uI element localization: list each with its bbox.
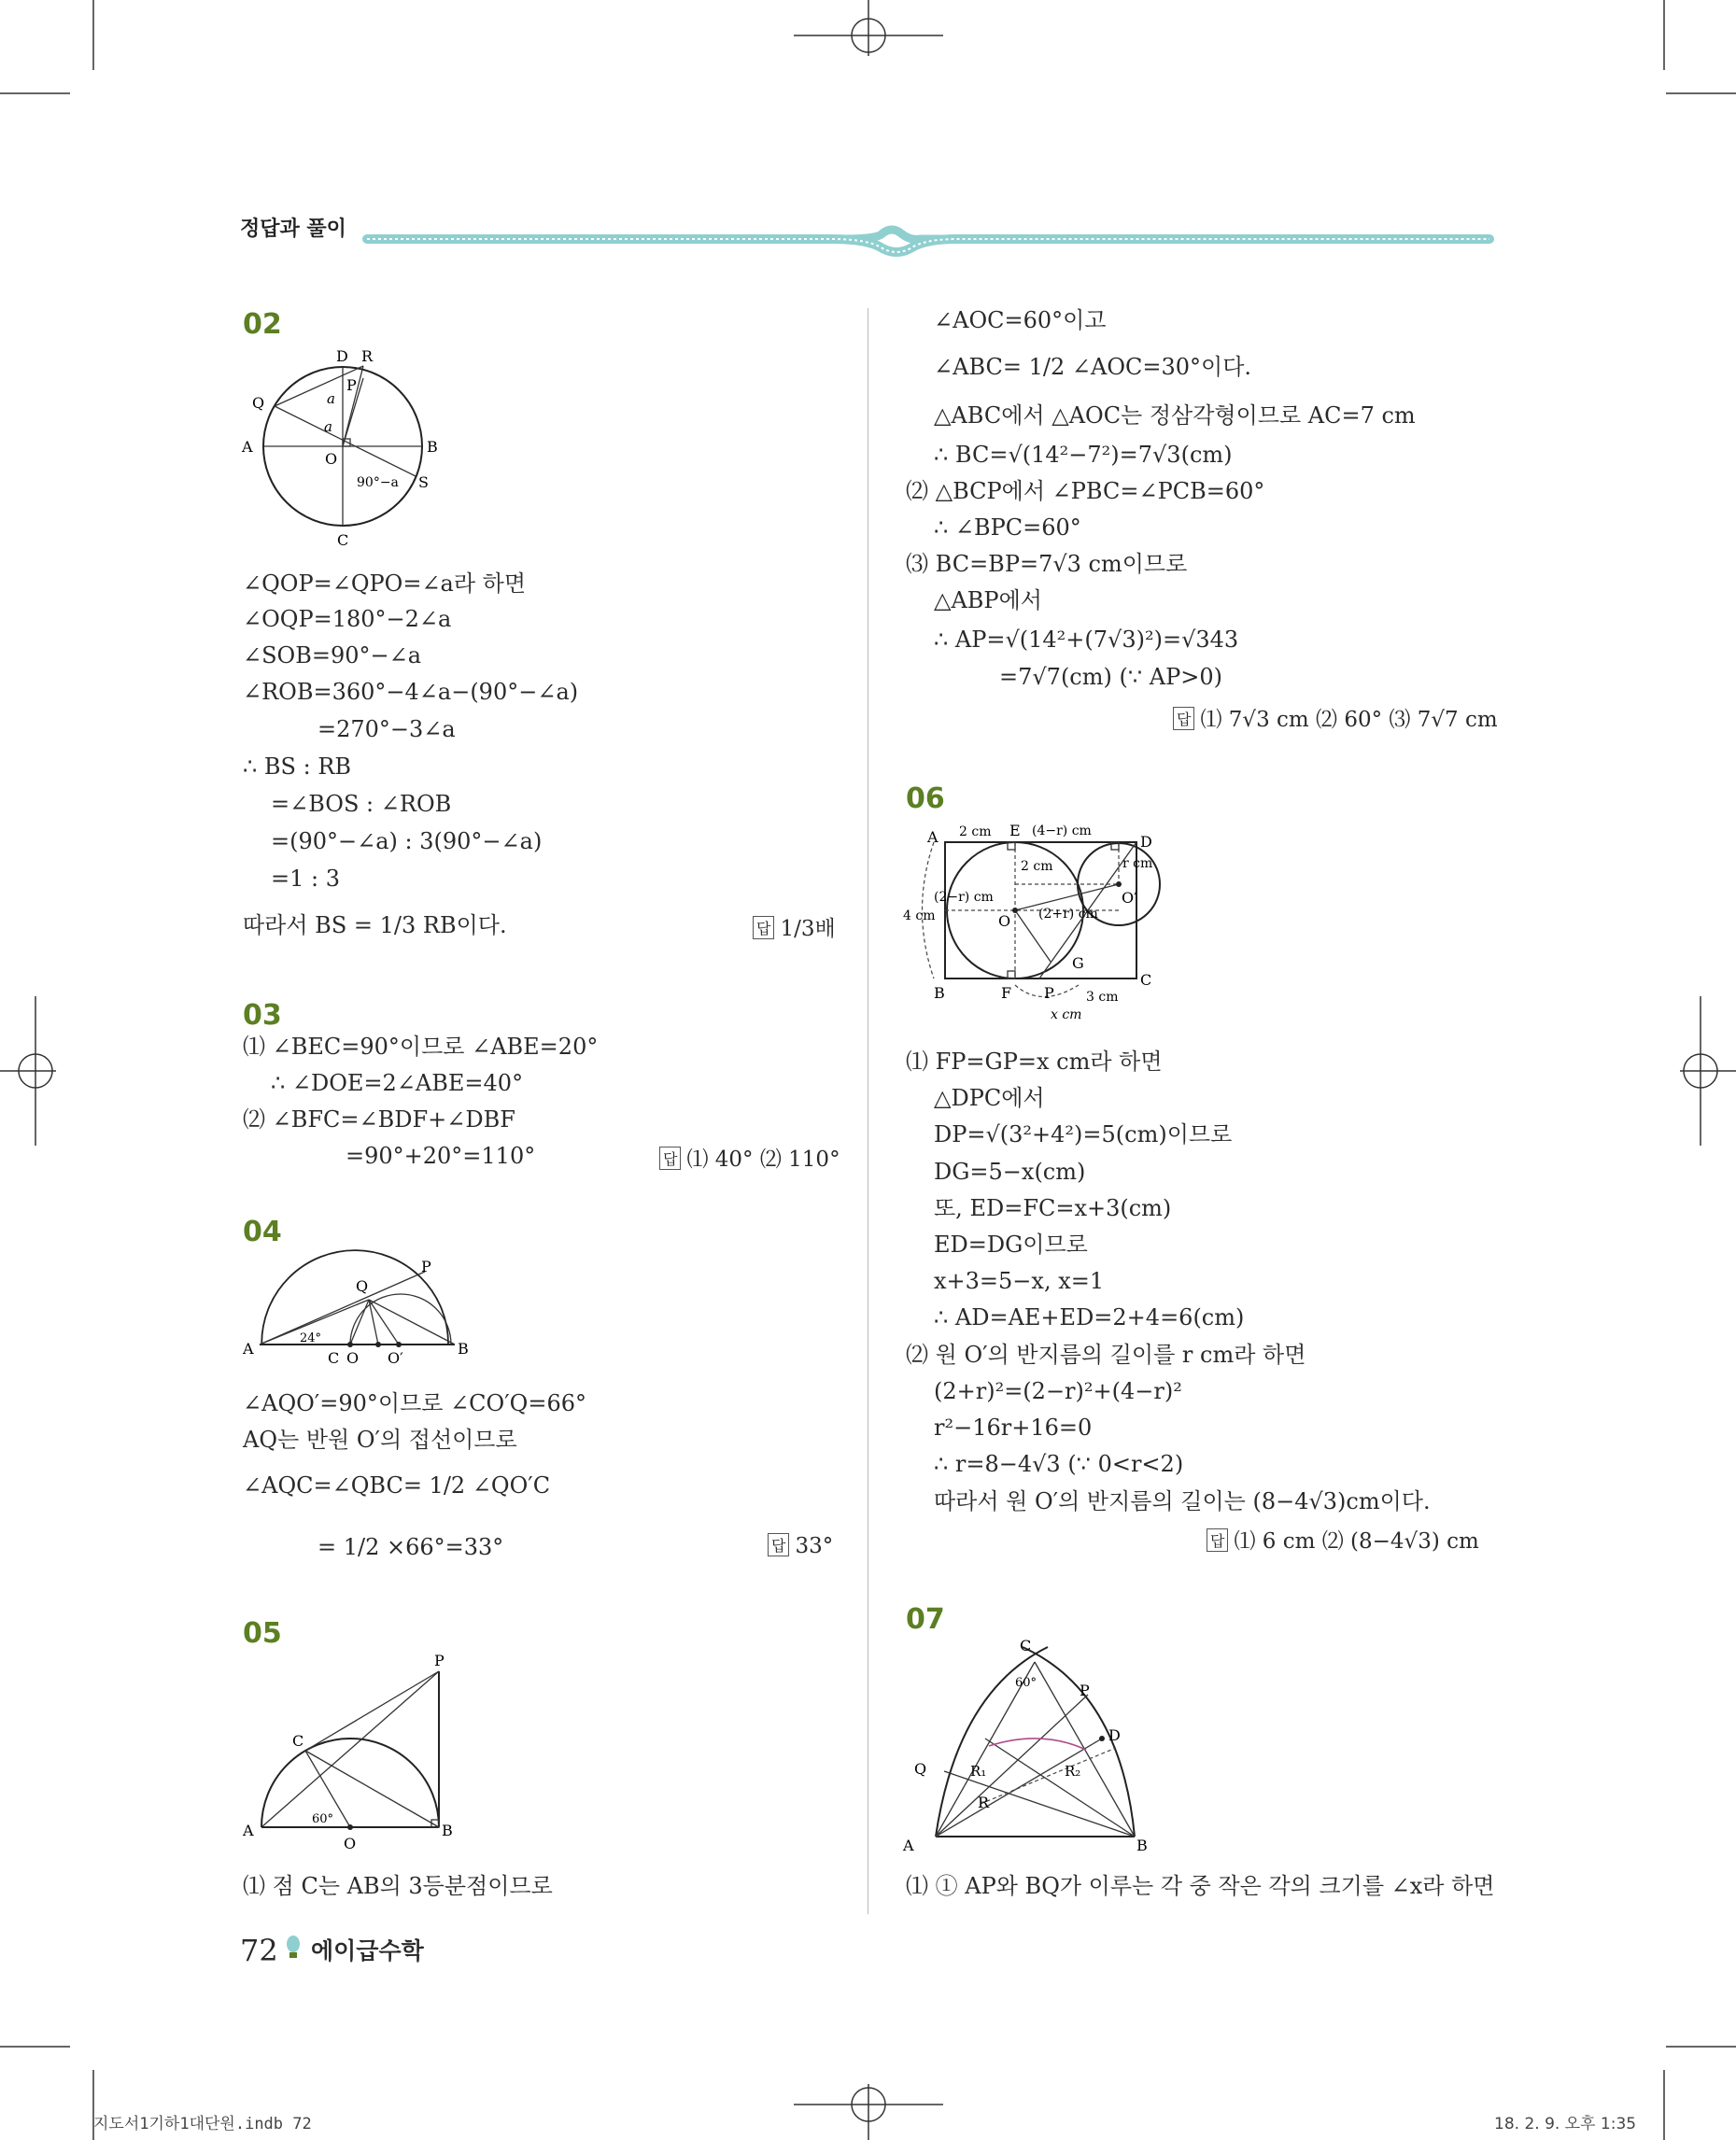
solution-line: =1 : 3 <box>271 866 340 892</box>
q04-semicircle-figure <box>238 1251 472 1367</box>
fig-label: O <box>998 912 1011 930</box>
fig-label: G <box>1072 954 1084 972</box>
fig-label: O′ <box>1122 889 1137 907</box>
solution-line: 또, ED=FC=x+3(cm) <box>934 1195 1172 1221</box>
fig-label: B <box>458 1340 469 1358</box>
q02-circle-figure <box>238 341 453 551</box>
fig-label: 2 cm <box>1021 859 1053 874</box>
fig-label: P <box>421 1258 431 1275</box>
solution-line: ∴ AP=√(14²+(7√3)²)=√343 <box>934 627 1239 653</box>
fig-label: 24° <box>300 1331 322 1345</box>
solution-line: ED=DG이므로 <box>934 1232 1088 1258</box>
answer <box>768 1533 833 1558</box>
fig-label: 3 cm <box>1086 990 1119 1005</box>
page-number: 72 <box>240 1933 278 1968</box>
fig-label: Q <box>914 1760 927 1778</box>
question-number: 03 <box>243 999 282 1032</box>
fig-label: O <box>346 1349 360 1367</box>
solution-line: △ABC에서 △AOC는 정삼각형이므로 AC=7 cm <box>934 402 1416 429</box>
fig-label: (4−r) cm <box>1032 824 1092 838</box>
question-number: 05 <box>243 1617 282 1650</box>
solution-line: ∴ ∠DOE=2∠ABE=40° <box>271 1070 524 1096</box>
fig-label: 4 cm <box>903 908 936 923</box>
book-title: 에이급수학 <box>311 1937 424 1964</box>
fig-label: D <box>336 347 348 365</box>
answer <box>753 911 836 942</box>
fig-label: A <box>903 1837 914 1854</box>
solution-line: ⑵ 원 O′의 반지름의 길이를 r cm라 하면 <box>906 1342 1306 1368</box>
fig-label: B <box>934 984 945 1002</box>
fig-label: P <box>1080 1682 1090 1699</box>
answer-text: ⑴ 40° ⑵ 110° <box>686 1147 840 1172</box>
solution-line: ⑴ 점 C는 AB의 3등분점이므로 <box>243 1873 553 1899</box>
solution-line: ∴ AD=AE+ED=2+4=6(cm) <box>934 1304 1245 1330</box>
solution-line: ∠QOP=∠QPO=∠a라 하면 <box>243 570 527 597</box>
q07-figure <box>901 1636 1163 1854</box>
solution-line: ∠AQO′=90°이므로 ∠CO′Q=66° <box>243 1390 586 1416</box>
fig-label: R₂ <box>1065 1763 1081 1780</box>
solution-line: ⑴ ① AP와 BQ가 이루는 각 중 작은 각의 크기를 ∠x라 하면 <box>906 1873 1495 1899</box>
fig-label: F <box>1001 984 1012 1002</box>
fig-label: C <box>1020 1637 1032 1654</box>
fig-label: B <box>442 1822 453 1839</box>
solution-line: ∠AOC=60°이고 <box>934 307 1107 333</box>
solution-line: 따라서 원 O′의 반지름의 길이는 (8−4√3)cm이다. <box>934 1488 1431 1514</box>
solution-line: ⑵ △BCP에서 ∠PBC=∠PCB=60° <box>906 478 1265 504</box>
fig-label: S <box>418 473 429 491</box>
q05-figure <box>238 1652 472 1852</box>
question-number: 02 <box>243 308 282 341</box>
solution-line: △ABP에서 <box>934 587 1042 613</box>
solution-line: ∠OQP=180°−2∠a <box>243 606 452 632</box>
fig-label: P <box>346 376 357 394</box>
solution-line: r²−16r+16=0 <box>934 1415 1093 1441</box>
fig-label: 2 cm <box>959 824 992 839</box>
fig-label: D <box>1140 833 1152 851</box>
solution-line: ∴ ∠BPC=60° <box>934 514 1081 541</box>
fig-label: O <box>325 450 338 468</box>
fig-label: (2−r) cm <box>934 890 994 905</box>
solution-line: =∠BOS : ∠ROB <box>271 791 452 817</box>
fig-label: B <box>427 438 438 456</box>
fig-label: C <box>1140 971 1152 989</box>
fig-label: B <box>1136 1837 1148 1854</box>
page-header-title: 정답과 풀이 <box>240 218 346 241</box>
question-number: 07 <box>906 1603 945 1636</box>
fig-label: C <box>292 1732 304 1750</box>
answer-badge: 답 <box>1173 707 1194 730</box>
fig-label: r cm <box>1122 856 1153 871</box>
answer-badge: 답 <box>1207 1528 1228 1552</box>
footer-file-info: 지도서1기하1대단원.indb 72 <box>93 2115 312 2133</box>
answer-badge: 답 <box>753 916 774 939</box>
solution-line: 따라서 BS = 1/3 RB이다. <box>243 912 507 938</box>
fig-label: P <box>1044 984 1054 1002</box>
fig-label: E <box>1009 822 1021 839</box>
solution-line: ⑴ ∠BEC=90°이므로 ∠ABE=20° <box>243 1034 599 1060</box>
fig-label: (2+r) cm <box>1038 907 1098 922</box>
fig-label: A <box>927 828 939 846</box>
fig-label: R <box>361 347 374 365</box>
solution-line: ∠AQC=∠QBC= 1/2 ∠QO′C <box>243 1472 551 1499</box>
answer-badge: 답 <box>659 1147 681 1170</box>
solution-line: =(90°−∠a) : 3(90°−∠a) <box>271 828 543 854</box>
bulb-icon <box>285 1935 302 1963</box>
solution-line: =7√7(cm) (∵ AP>0) <box>999 664 1222 690</box>
fig-label: Q <box>356 1277 369 1295</box>
solution-line: ⑴ FP=GP=x cm라 하면 <box>906 1049 1163 1075</box>
solution-line: x+3=5−x, x=1 <box>934 1268 1105 1294</box>
fig-label: a <box>327 390 335 407</box>
fig-label: A <box>242 438 253 456</box>
fig-label: C <box>328 1349 340 1367</box>
fig-label: P <box>434 1652 445 1669</box>
fig-label: 60° <box>312 1812 334 1826</box>
fig-label: x cm <box>1051 1007 1082 1022</box>
solution-line: AQ는 반원 O′의 접선이므로 <box>243 1427 517 1453</box>
fig-label: O <box>344 1835 357 1852</box>
solution-line: ⑶ BC=BP=7√3 cm이므로 <box>906 551 1188 577</box>
solution-line: ∠SOB=90°−∠a <box>243 642 422 669</box>
fig-label: R₁ <box>970 1763 987 1780</box>
answer-text: 1/3배 <box>780 917 836 941</box>
answer <box>659 1142 840 1173</box>
solution-line: DP=√(3²+4²)=5(cm)이므로 <box>934 1121 1233 1147</box>
solution-line: ∠ABC= 1/2 ∠AOC=30°이다. <box>934 354 1252 380</box>
solution-line: ⑵ ∠BFC=∠BDF+∠DBF <box>243 1106 515 1133</box>
fig-label: O′ <box>388 1349 403 1367</box>
solution-line: ∠ROB=360°−4∠a−(90°−∠a) <box>243 679 579 705</box>
fig-label: A <box>243 1340 254 1358</box>
answer-text: ⑴ 6 cm ⑵ (8−4√3) cm <box>1234 1529 1479 1554</box>
question-number: 06 <box>906 782 945 815</box>
solution-line: △DPC에서 <box>934 1085 1045 1111</box>
solution-line: (2+r)²=(2−r)²+(4−r)² <box>934 1378 1182 1404</box>
answer <box>1207 1524 1479 1555</box>
answer-text: 33° <box>795 1534 834 1558</box>
fig-label: Q <box>252 394 265 412</box>
answer-text: ⑴ 7√3 cm ⑵ 60° ⑶ 7√7 cm <box>1200 708 1498 732</box>
solution-line: ∴ BS : RB <box>243 753 352 780</box>
answer <box>1173 702 1498 733</box>
header-decoration <box>360 215 1499 261</box>
fig-label: R <box>978 1794 990 1811</box>
fig-label: D <box>1108 1726 1121 1744</box>
fig-label: C <box>337 531 349 549</box>
solution-line: DG=5−x(cm) <box>934 1159 1086 1185</box>
fig-label: 90°−a <box>357 475 399 490</box>
solution-line: =90°+20°=110° <box>346 1143 536 1169</box>
q06-rectangle-figure <box>901 817 1181 1032</box>
answer-badge: 답 <box>768 1533 789 1556</box>
solution-line: =270°−3∠a <box>318 716 456 742</box>
solution-line: ∴ BC=√(14²−7²)=7√3(cm) <box>934 442 1233 468</box>
solution-line: ∴ r=8−4√3 (∵ 0<r<2) <box>934 1451 1184 1477</box>
question-number: 04 <box>243 1216 282 1248</box>
footer-date: 18. 2. 9. 오후 1:35 <box>1494 2115 1637 2133</box>
solution-line: = 1/2 ×66°=33° <box>318 1534 504 1560</box>
fig-label: a <box>324 418 332 435</box>
fig-label: A <box>243 1822 254 1839</box>
fig-label: 60° <box>1015 1676 1037 1690</box>
